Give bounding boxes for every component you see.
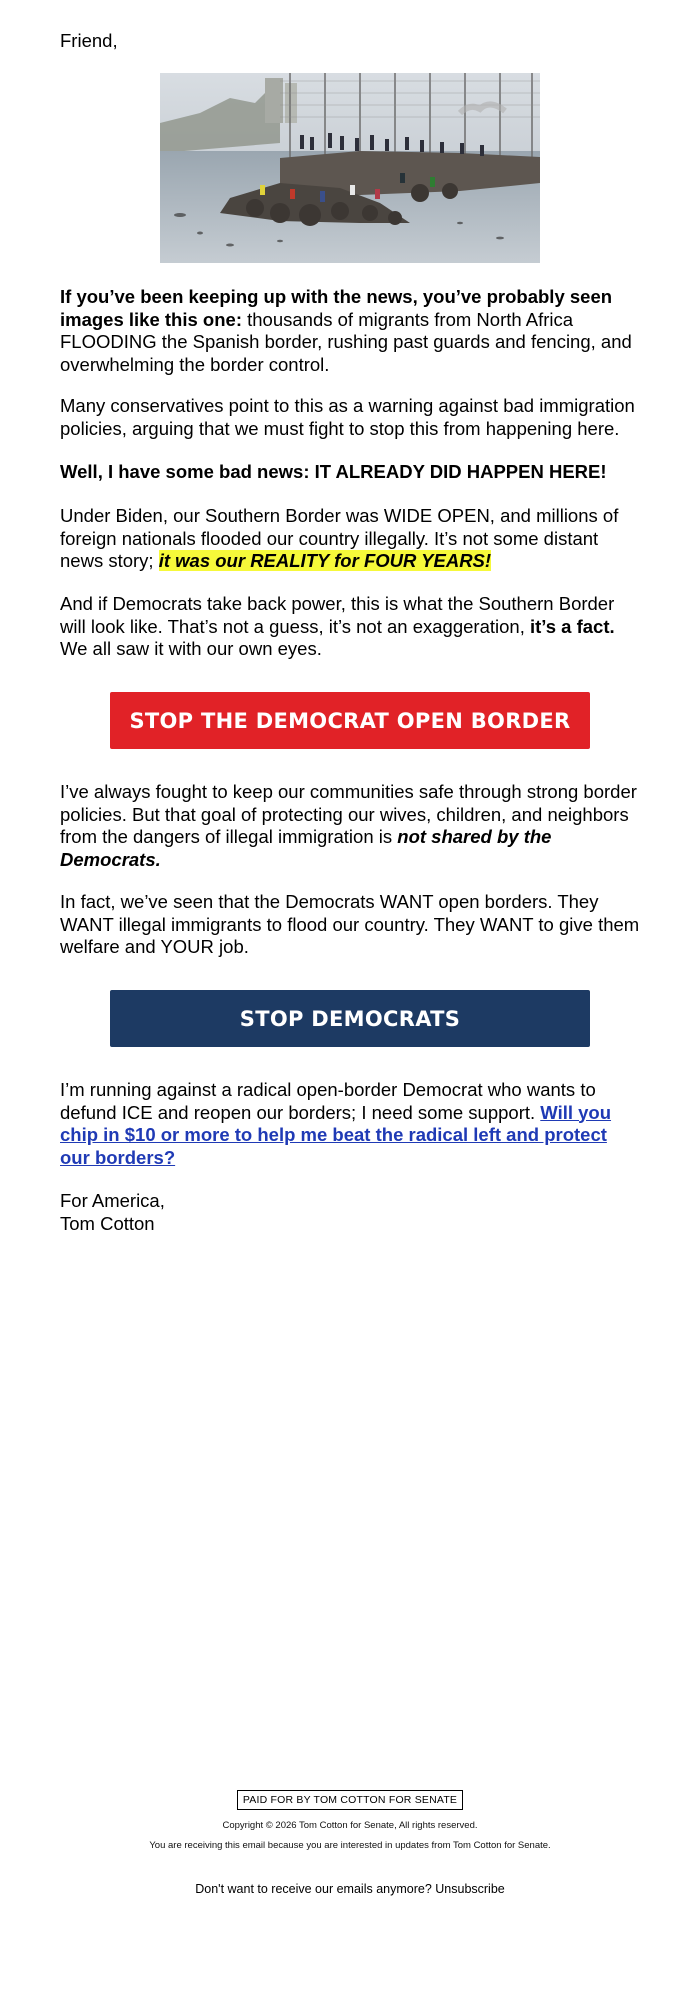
paragraph-2: Many conservatives point to this as a warning against bad immigration policies, arguing that we must fight to stop this from happening here. [60, 395, 635, 439]
subscription-reason: You are receiving this email because you are interested in updates from Tom Cotton for Senate. [149, 1840, 551, 1851]
paragraph-6-bold-italic: not shared by the Democrats. [60, 826, 552, 870]
paragraph-5-bold: it’s a fact. [529, 615, 615, 637]
unsubscribe-line [0, 1881, 700, 1897]
paragraph-7: In fact, we’ve seen that the Democrats WANT open borders. They WANT illegal immigrants to flood our country. They WANT to give them welfare and YOUR job. [60, 891, 640, 957]
paragraph-1-bold: If you’ve been keeping up with the news, you’ve probably seen images like this one: [60, 286, 613, 330]
hero-image [160, 73, 540, 263]
stop-democrats-button[interactable]: STOP DEMOCRATS [110, 990, 590, 1047]
donate-link[interactable]: Will you chip in $10 or more to help me beat the radical left and protect our borders? [60, 1101, 612, 1168]
paragraph-4-text: Under Biden, our Southern Border was WIDE OPEN, and millions of foreign nationals flooded our country illegally. It’s not some distant news story; [60, 505, 619, 571]
paragraph-1-text: thousands of migrants from North Africa FLOODING the Spanish border, rushing past guards and fencing, and overwhelming the border control. [60, 308, 632, 375]
paragraph-5 [60, 593, 640, 661]
signoff [60, 1190, 640, 1235]
paragraph-3-bold: Well, I have some bad news: IT ALREADY DID HAPPEN HERE! [60, 461, 607, 482]
paid-for-disclaimer: PAID FOR BY TOM COTTON FOR SENATE [237, 1790, 463, 1810]
unsubscribe-prompt: Don't want to receive our emails anymore? [195, 1882, 432, 1896]
footer [0, 1790, 700, 1810]
signoff-name: Tom Cotton [60, 1212, 155, 1234]
greeting: Friend, [60, 30, 118, 51]
stop-open-border-button[interactable]: STOP THE DEMOCRAT OPEN BORDER [110, 692, 590, 749]
highlighted-text: it was our REALITY for FOUR YEARS! [158, 550, 492, 571]
paragraph-6 [60, 781, 640, 871]
paragraph-5-rest: We all saw it with our own eyes. [60, 638, 322, 659]
unsubscribe-link[interactable]: Unsubscribe [435, 1882, 505, 1896]
paragraph-4 [60, 505, 640, 573]
copyright-text: Copyright © 2026 Tom Cotton for Senate, All rights reserved. [222, 1820, 478, 1831]
signoff-line-1: For America, [60, 1190, 165, 1211]
paragraph-6-text: I’ve always fought to keep our communities safe through strong border policies. But that goal of protecting our wives, children, and neighbors from the dangers of illegal immigration is [60, 781, 637, 847]
paragraph-8 [60, 1079, 640, 1169]
paragraph-3 [60, 461, 640, 484]
paragraph-5-text: And if Democrats take back power, this is what the Southern Border will look like. That’s not a guess, it’s not an exaggeration, [60, 593, 615, 637]
paragraph-1 [60, 286, 640, 376]
paragraph-8-text: I’m running against a radical open-border Democrat who wants to defund ICE and reopen our borders; I need some support. [60, 1079, 596, 1123]
